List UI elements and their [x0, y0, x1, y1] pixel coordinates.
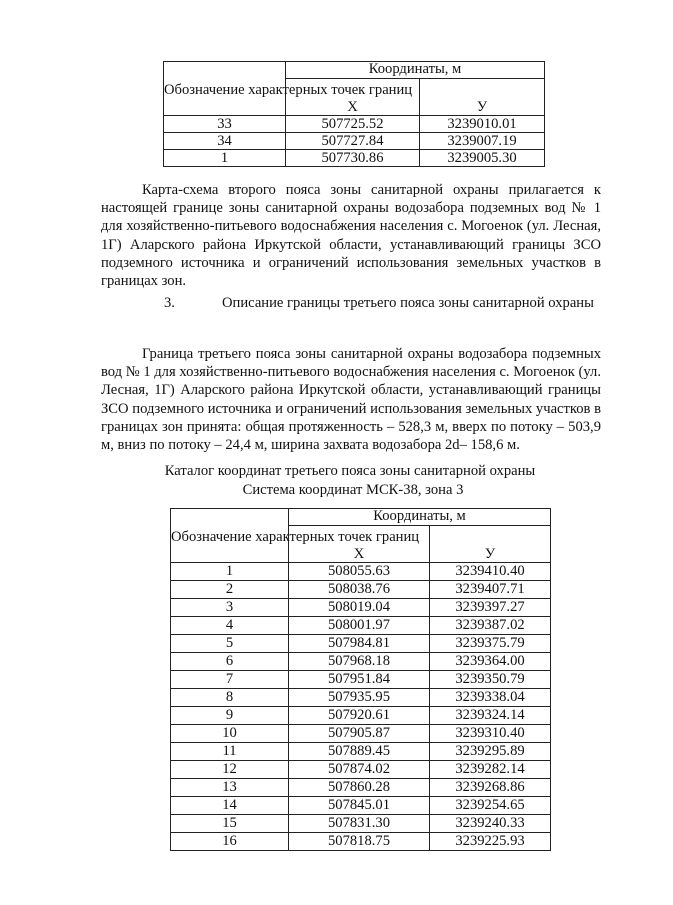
point-cell: 33	[164, 116, 286, 133]
point-cell: 12	[171, 761, 289, 779]
x-cell: 507860.28	[289, 779, 430, 797]
x-header: Х	[286, 79, 420, 116]
table-row	[171, 689, 551, 707]
designation-header: Обозначение характерных точек границ	[171, 509, 289, 563]
x-cell: 507818.75	[289, 833, 430, 851]
point-cell: 4	[171, 617, 289, 635]
table-row	[171, 563, 551, 581]
y-cell: 3239010.01	[420, 116, 545, 133]
y-cell: 3239387.02	[430, 617, 551, 635]
point-cell: 3	[171, 599, 289, 617]
table-row	[171, 797, 551, 815]
x-cell: 507984.81	[289, 635, 430, 653]
point-cell: 34	[164, 133, 286, 150]
x-cell: 507951.84	[289, 671, 430, 689]
point-cell: 7	[171, 671, 289, 689]
table-row	[171, 599, 551, 617]
y-cell: 3239282.14	[430, 761, 551, 779]
catalog-caption-line2: Система координат МСК-38, зона 3	[242, 482, 464, 498]
catalog-caption	[0, 462, 640, 500]
x-cell: 507725.52	[286, 116, 420, 133]
zone3-description-paragraph: Граница третьего пояса зоны санитарной охраны водозабора подземных вод № 1 для хозяйственно-питьевого водоснабжения населения с. Могоенок (ул. Лесная, 1Г) Аларского района Иркутской области, устанавливающий границы ЗСО подземного источника и ограничений использования земельных участков в границах зон принята: общая протяженность – 528,3 м, вверх по потоку – 503,9 м, вниз по потоку – 24,4 м, ширина захвата водозабора 2d– 158,6 м.	[101, 346, 601, 454]
point-cell: 14	[171, 797, 289, 815]
y-cell: 3239240.33	[430, 815, 551, 833]
x-cell: 507905.87	[289, 725, 430, 743]
y-cell: 3239295.89	[430, 743, 551, 761]
table-row	[171, 779, 551, 797]
x-cell: 508001.97	[289, 617, 430, 635]
coordinates-table-zone2-end	[163, 61, 545, 167]
point-cell: 1	[164, 150, 286, 167]
table-row	[164, 116, 545, 133]
point-cell: 5	[171, 635, 289, 653]
point-cell: 10	[171, 725, 289, 743]
x-cell: 507831.30	[289, 815, 430, 833]
zone2-map-paragraph: Карта-схема второго пояса зоны санитарной охраны прилагается к настоящей границе зоны санитарной охраны водозабора подземных вод № 1 для хозяйственно-питьевого водоснабжения населения с. Могоенок (ул. Лесная, 1Г) Аларского района Иркутской области, устанавливающий границы ЗСО подземного источника и ограничений использования земельных участков в границах зон.	[101, 182, 601, 290]
table-row	[171, 761, 551, 779]
table-row	[171, 815, 551, 833]
table-row	[171, 833, 551, 851]
table-row	[171, 581, 551, 599]
y-cell: 3239254.65	[430, 797, 551, 815]
coordinates-header: Координаты, м	[286, 62, 545, 79]
section-title: Описание границы третьего пояса зоны санитарной охраны	[222, 295, 594, 311]
designation-header: Обозначение характерных точек границ	[164, 62, 286, 116]
section-number: 3.	[164, 295, 175, 311]
x-cell: 507845.01	[289, 797, 430, 815]
table-row	[171, 707, 551, 725]
x-cell: 507968.18	[289, 653, 430, 671]
y-cell: 3239005.30	[420, 150, 545, 167]
x-cell: 507920.61	[289, 707, 430, 725]
y-cell: 3239324.14	[430, 707, 551, 725]
point-cell: 6	[171, 653, 289, 671]
point-cell: 16	[171, 833, 289, 851]
table-row	[164, 150, 545, 167]
x-cell: 507874.02	[289, 761, 430, 779]
point-cell: 13	[171, 779, 289, 797]
catalog-caption-line1: Каталог координат третьего пояса зоны санитарной охраны	[164, 463, 536, 479]
point-cell: 11	[171, 743, 289, 761]
y-cell: 3239007.19	[420, 133, 545, 150]
point-cell: 1	[171, 563, 289, 581]
point-cell: 2	[171, 581, 289, 599]
section-3-heading	[164, 295, 594, 312]
x-cell: 507727.84	[286, 133, 420, 150]
x-cell: 507889.45	[289, 743, 430, 761]
point-cell: 15	[171, 815, 289, 833]
y-cell: 3239310.40	[430, 725, 551, 743]
y-cell: 3239338.04	[430, 689, 551, 707]
y-cell: 3239375.79	[430, 635, 551, 653]
y-cell: 3239397.27	[430, 599, 551, 617]
coordinates-table-zone3	[170, 508, 551, 851]
x-cell: 507730.86	[286, 150, 420, 167]
y-cell: 3239364.00	[430, 653, 551, 671]
x-header: Х	[289, 526, 430, 563]
y-cell: 3239225.93	[430, 833, 551, 851]
table-row	[171, 743, 551, 761]
table-row	[171, 617, 551, 635]
y-header: У	[420, 79, 545, 116]
point-cell: 8	[171, 689, 289, 707]
x-cell: 507935.95	[289, 689, 430, 707]
table-row	[171, 635, 551, 653]
y-cell: 3239268.86	[430, 779, 551, 797]
y-cell: 3239407.71	[430, 581, 551, 599]
x-cell: 508038.76	[289, 581, 430, 599]
table-row	[164, 133, 545, 150]
y-cell: 3239350.79	[430, 671, 551, 689]
coordinates-header: Координаты, м	[289, 509, 551, 526]
x-cell: 508019.04	[289, 599, 430, 617]
y-header: У	[430, 526, 551, 563]
x-cell: 508055.63	[289, 563, 430, 581]
table-row	[171, 725, 551, 743]
point-cell: 9	[171, 707, 289, 725]
table-row	[171, 653, 551, 671]
table-row	[171, 671, 551, 689]
y-cell: 3239410.40	[430, 563, 551, 581]
